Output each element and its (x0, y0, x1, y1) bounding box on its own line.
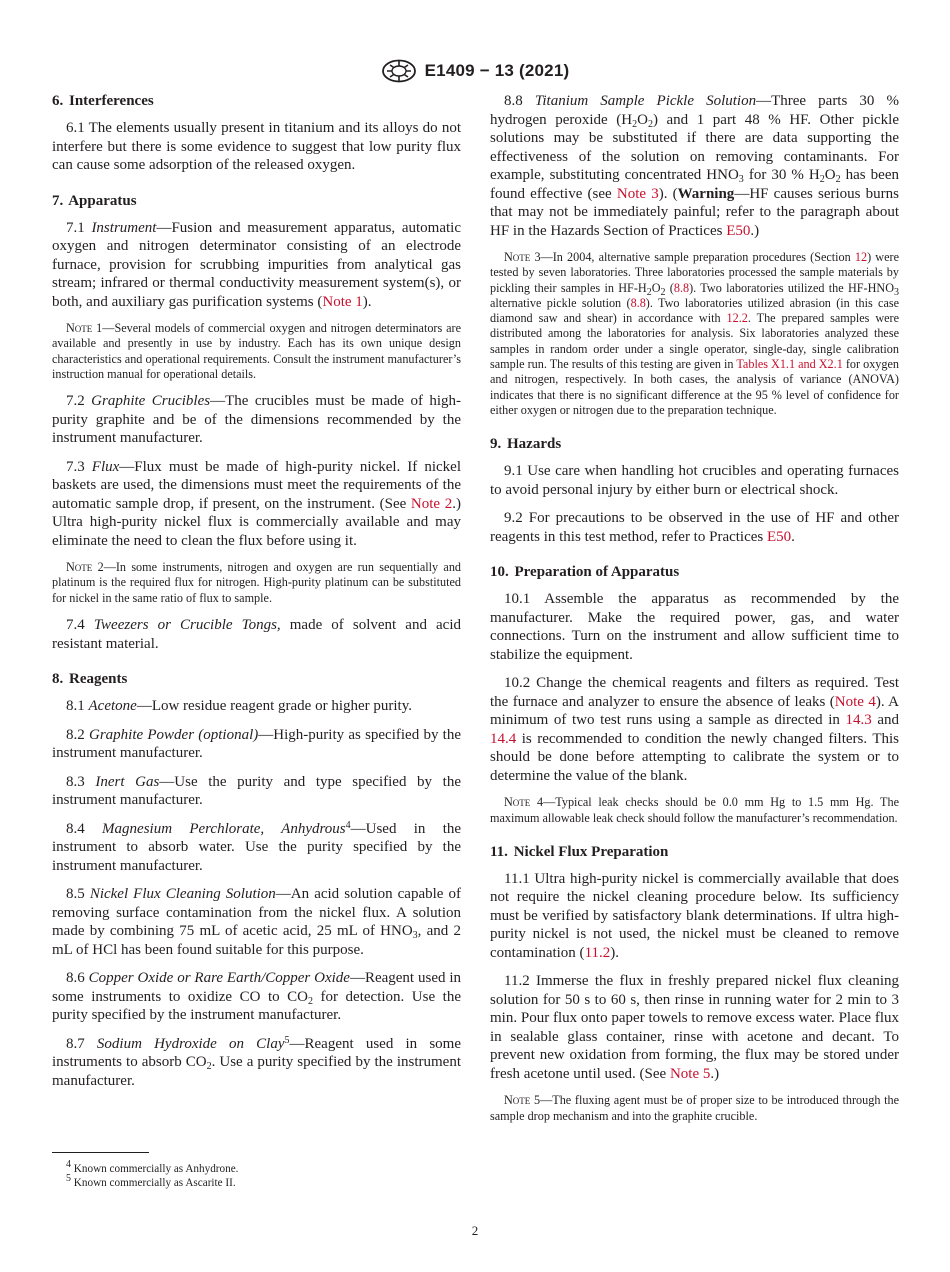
paragraph: 7.4 Tweezers or Crucible Tongs, made of solvent and acid resistant material. (52, 617, 462, 652)
note: Note 2—In some instruments, nitrogen and oxygen are run sequentially and platinum is the required flux for nitrogen. High-purity platinum can be substituted for nickel in the same ratio of flux to sample. (52, 560, 462, 605)
section-heading: 9. Hazards (490, 436, 562, 453)
reference-link[interactable]: E50 (767, 528, 792, 545)
paragraph: 8.8 Titanium Sample Pickle Solution—Three parts 30 % hydrogen peroxide $(H_2O_2)$ and 1 part 48 % HF. Other pickle solutions may be substituted if there are data supporting the effectiveness of the solution on removing contaminants. For example, substituting concentrated $HNO_3$ for 30 % $H_2O_2$ has been found effective (see Note 3). (Warning—HF causes serious burns that may not be immediately painful; refer to the paragraph about HF in the Hazards Section of Practices E50.) (490, 93, 899, 239)
paragraph: 11.1 Ultra high-purity nickel is commercially available that does not require the nickel cleaning procedure below. Its sufficiency must be verified by satisfactory blank determinations. If ultra high-purity nickel is not used, the nickel must be cleaned to remove contamination (11.2). (490, 870, 899, 961)
paragraph: 7.2 Graphite Crucibles—The crucibles must be made of high-purity graphite and be of the dimensions recommended by the instrument manufacturer. (52, 393, 462, 447)
footnote: $^4$ Known commercially as Anhydrone. (66, 1159, 239, 1175)
paragraph: 8.2 Graphite Powder (optional)—High-purity as specified by the instrument manufacturer. (52, 726, 461, 762)
paragraph: 11.2 Immerse the flux in freshly prepared nickel flux cleaning solution for 50 s to 60 s, then rinse in running water for 2 min to 3 min. Pour flux onto paper towels to remove excess water. Place flux in sealable glass container, rinse with acetone and decant. To prevent new oxidation from forming, the flux may be stored under fresh acetone until used. (See Note 5.) (490, 973, 899, 1082)
paragraph: 10.2 Change the chemical reagents and filters as required. Test the furnace and analyzer to ensure the absence of leaks (Note 4). A minimum of two test runs using a sample as directed in 14.3 and 14.4 is recommended to condition the newly changed filters. This should be done before attempting to calibrate the system or to determine the value of the blank. (490, 675, 899, 784)
section-heading: 11. Nickel Flux Preparation (490, 843, 669, 860)
page-header (0, 58, 950, 84)
reference-link[interactable]: E50 (726, 222, 751, 239)
paragraph: 9.1 Use care when handling hot crucibles and operating furnaces to avoid personal injury by either burn or electrical shock. (490, 463, 899, 498)
footnote-divider (52, 1152, 149, 1153)
paragraph: 7.3 Flux—Flux must be made of high-purity nickel. If nickel baskets are used, the dimensions must meet the requirements of the automatic sample drop, if present, on the instrument. (See Note 2.) Ultra high-purity nickel flux is commercially available and may eliminate the need to clean the flux before using it. (52, 458, 461, 549)
paragraph: 8.6 Copper Oxide or Rare Earth/Copper Oxide—Reagent used in some instruments to oxidize CO to $CO_2$ for detection. Use the purity specified by the instrument manufacturer. (52, 970, 462, 1024)
paragraph: 8.3 Inert Gas—Use the purity and type specified by the instrument manufacturer. (52, 773, 461, 809)
note-link[interactable]: Note 2 (410, 495, 453, 512)
paragraph: 6.1 The elements usually present in titanium and its alloys do not interfere but there is some evidence to suggest that low purity flux can cause some adsorption of the released oxygen. (52, 120, 461, 173)
table-link[interactable]: Tables X1.1 and X2.1 (736, 357, 843, 372)
note-link[interactable]: Note 1 (322, 293, 363, 310)
warning-label: Warning (677, 185, 735, 202)
section-link[interactable]: 8.8 (673, 280, 690, 295)
paragraph: 8.7 Sodium Hydroxide on Clay$^5$—Reagent used in some instruments to absorb $CO_2$. Use a purity specified by the instrument manufacturer. (52, 1034, 461, 1089)
note: Note 4—Typical leak checks should be 0.0 mm Hg to 1.5 mm Hg. The maximum allowable leak check should follow the manufacturer’s recommendation. (490, 795, 899, 825)
section-link[interactable]: 8.8 (630, 295, 646, 310)
left-column (52, 92, 461, 1100)
section-link[interactable]: 14.3 (845, 712, 872, 729)
footnote-marker: 5 (284, 1034, 290, 1046)
note-link[interactable]: Note 5 (669, 1065, 711, 1082)
note: Note 1—Several models of commercial oxygen and nitrogen determinators are available and presently in use by industry. Each has its own unique design characteristics and operational requirements. Consult the instrument manufacturer’s instruction manual for operational details. (52, 321, 461, 381)
paragraph: 8.1 Acetone—Low residue reagent grade or higher purity. (66, 698, 412, 715)
paragraph: 7.1 Instrument—Fusion and measurement apparatus, automatic oxygen and nitrogen determinator consisting of an electrode furnace, provision for scrubbing impurities from analytical gas stream; infrared or thermal conductivity measurement system(s), or both, and auxiliary gas purification systems (Note 1). (52, 219, 461, 310)
note-link[interactable]: Note 4 (834, 693, 876, 710)
paragraph: 10.1 Assemble the apparatus as recommended by the manufacturer. Make the required power, gas, and water connections. Turn on the instrument and allow sufficient time to stabilize the equipment. (490, 591, 899, 663)
section-link[interactable]: 11.2 (584, 944, 611, 961)
note: Note 3—In 2004, alternative sample preparation procedures (Section 12) were tested by seven laboratories. Three laboratories processed the sample materials by pickling their samples in $HF-H_2O_2$ (8.8). Two laboratories utilized the $HF-HNO_3$ alternative pickle solution (8.8). Two laboratories utilized abrasion (in this case diamond saw and shear) in accordance with 12.2. The prepared samples were distributed among the laboratories for analysis. Six laboratories analyzed these samples in random order under a single operator, single-day, single calibration sample run. The results of this testing are given in Tables X1.1 and X2.1 for oxygen and nitrogen, respectively. In both cases, the analysis of variance (ANOVA) indicates that there is no significant difference at the 95 % level of confidence for either oxygen or nitrogen due to the preparation technique. (490, 250, 900, 417)
section-link[interactable]: 12.2 (726, 311, 748, 326)
paragraph: 8.5 Nickel Flux Cleaning Solution—An acid solution capable of removing surface contamination from the nickel flux. A solution made by combining 75 mL of acetic acid, 25 mL of $HNO_3$, and 2 mL of HCl has been found suitable for this purpose. (52, 886, 461, 958)
paragraph: 8.4 Magnesium Perchlorate, Anhydrous$^4$—Used in the instrument to absorb water. Use the purity specified by the instrument manufacturer. (52, 819, 462, 874)
right-column (490, 92, 899, 1134)
footnote: $^5$ Known commercially as Ascarite II. (66, 1173, 236, 1189)
note: Note 5—The fluxing agent must be of proper size to be introduced through the sample drop mechanism and into the graphite crucible. (490, 1093, 899, 1123)
footnote-marker: 4 (345, 819, 351, 831)
footnotes (52, 1159, 461, 1190)
astm-logo-icon (381, 59, 417, 83)
section-link[interactable]: 14.4 (490, 730, 517, 747)
page-number: 2 (471, 1223, 479, 1238)
section-heading: 6. Interferences (52, 93, 154, 109)
section-heading: 8. Reagents (52, 671, 128, 688)
section-link[interactable]: 12 (854, 250, 868, 264)
paragraph: 9.2 For precautions to be observed in the use of HF and other reagents in this test method, refer to Practices E50. (490, 510, 899, 545)
note-link[interactable]: Note 3 (616, 185, 659, 202)
section-heading: 10. Preparation of Apparatus (490, 564, 680, 581)
standard-designation: E1409 − 13 (2021) (424, 61, 570, 80)
section-heading: 7. Apparatus (52, 192, 137, 209)
